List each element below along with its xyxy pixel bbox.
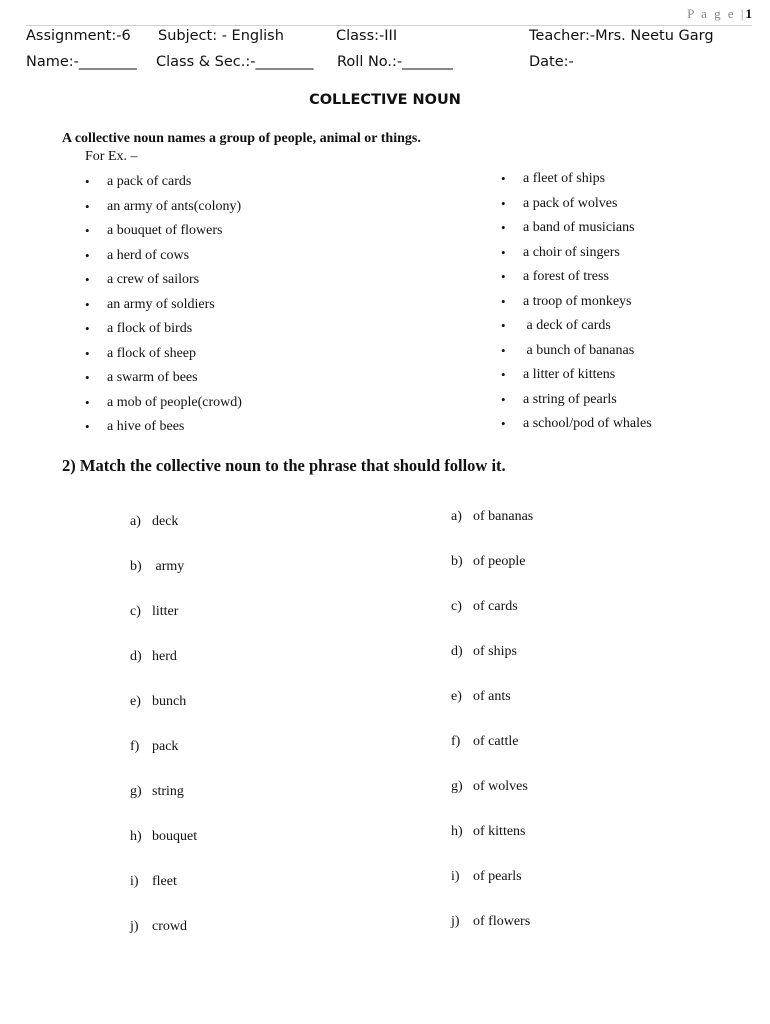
list-item: • a deck of cards (523, 317, 652, 342)
page-number (687, 6, 752, 22)
list-item: • a hive of bees (107, 418, 242, 443)
match-text: of kittens (473, 824, 526, 839)
definition-text: A collective noun names a group of people, animal or things. (62, 131, 421, 146)
match-letter: f) (130, 739, 140, 754)
date-field: Date:- (529, 54, 574, 70)
match-letter: g) (451, 779, 463, 794)
page-label: P a g e | (687, 6, 746, 21)
match-text: bouquet (152, 829, 198, 844)
examples-list-right (523, 170, 652, 440)
match-letter: d) (451, 644, 463, 659)
match-item (451, 734, 518, 750)
list-item: • a crew of sailors (107, 271, 242, 296)
match-text: herd (152, 649, 177, 664)
match-letter: c) (451, 599, 462, 614)
list-item: • a bunch of bananas (523, 342, 652, 367)
subject-label: Subject: - English (158, 28, 284, 44)
teacher-label: Teacher:-Mrs. Neetu Garg (529, 28, 714, 44)
match-text: fleet (152, 874, 177, 889)
match-item (130, 919, 187, 935)
match-text: bunch (152, 694, 187, 709)
match-letter: j) (130, 919, 139, 934)
match-text: crowd (152, 919, 187, 934)
page-title: COLLECTIVE NOUN (309, 92, 461, 108)
list-item: • a pack of wolves (523, 195, 652, 220)
match-text: of ships (473, 644, 517, 659)
list-item: • a fleet of ships (523, 170, 652, 195)
match-text: deck (152, 514, 179, 529)
list-item: • an army of soldiers (107, 296, 242, 321)
match-item (130, 604, 178, 620)
match-item (451, 914, 530, 930)
list-item: • an army of ants(colony) (107, 198, 242, 223)
match-item (130, 514, 178, 530)
list-item: • a swarm of bees (107, 369, 242, 394)
list-item: • a herd of cows (107, 247, 242, 272)
match-item (451, 554, 525, 570)
match-item (451, 689, 511, 705)
match-item (130, 559, 184, 575)
match-item (451, 644, 517, 660)
list-item: • a troop of monkeys (523, 293, 652, 318)
match-letter: a) (451, 509, 462, 524)
match-letter: h) (451, 824, 463, 839)
match-item (130, 784, 184, 800)
match-item (130, 694, 186, 710)
list-item: • a bouquet of flowers (107, 222, 242, 247)
match-text: litter (152, 604, 179, 619)
match-text: of flowers (473, 914, 531, 929)
match-item (451, 869, 522, 885)
match-letter: a) (130, 514, 141, 529)
list-item: • a flock of sheep (107, 345, 242, 370)
list-item: • a pack of cards (107, 173, 242, 198)
match-item (130, 874, 177, 890)
list-item: • a school/pod of whales (523, 415, 652, 440)
match-item (130, 649, 177, 665)
match-text: of ants (473, 689, 511, 704)
list-item: • a choir of singers (523, 244, 652, 269)
match-item (130, 829, 197, 845)
match-item (451, 779, 528, 795)
match-text: of bananas (473, 509, 534, 524)
question-2-heading: 2) Match the collective noun to the phrase that should follow it. (62, 456, 506, 475)
match-letter: j) (451, 914, 460, 929)
match-letter: e) (451, 689, 462, 704)
match-letter: b) (130, 559, 142, 574)
list-item: • a litter of kittens (523, 366, 652, 391)
list-item: • a forest of tress (523, 268, 652, 293)
list-item: • a flock of birds (107, 320, 242, 345)
match-item (130, 739, 178, 755)
class-label: Class:-III (336, 28, 398, 44)
header-rule (26, 25, 752, 26)
match-letter: i) (130, 874, 139, 889)
list-item: • a string of pearls (523, 391, 652, 416)
for-example-label: For Ex. – (85, 149, 138, 164)
roll-no-field: Roll No.:-_______ (337, 54, 453, 70)
match-letter: i) (451, 869, 460, 884)
match-letter: c) (130, 604, 141, 619)
match-text: army (152, 559, 185, 574)
match-letter: b) (451, 554, 463, 569)
class-sec-field: Class & Sec.:-________ (156, 54, 314, 70)
match-text: of people (473, 554, 526, 569)
assignment-label: Assignment:-6 (26, 28, 131, 44)
match-text: string (152, 784, 184, 799)
match-text: of cards (473, 599, 518, 614)
match-text: pack (152, 739, 179, 754)
match-letter: g) (130, 784, 142, 799)
match-letter: f) (451, 734, 461, 749)
list-item: • a mob of people(crowd) (107, 394, 242, 419)
list-item: • a band of musicians (523, 219, 652, 244)
match-item (451, 824, 526, 840)
match-letter: d) (130, 649, 142, 664)
match-item (451, 599, 518, 615)
match-letter: e) (130, 694, 141, 709)
match-text: of pearls (473, 869, 522, 884)
page-number-value: 1 (745, 6, 752, 21)
match-letter: h) (130, 829, 142, 844)
match-item (451, 509, 533, 525)
match-text: of cattle (473, 734, 519, 749)
examples-list-left (107, 173, 242, 443)
match-text: of wolves (473, 779, 528, 794)
name-field: Name:-________ (26, 54, 137, 70)
